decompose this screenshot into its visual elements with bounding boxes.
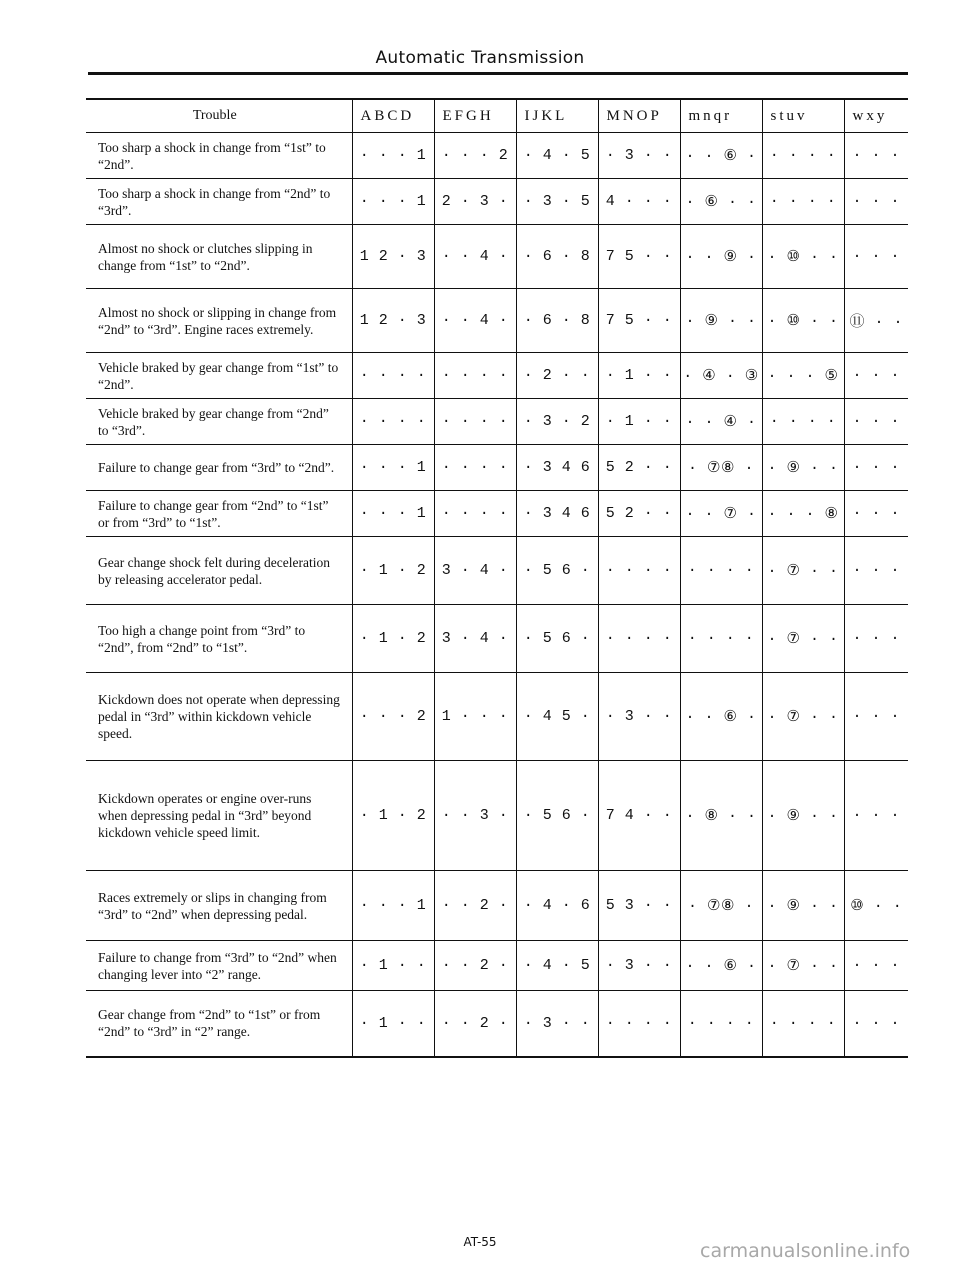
check-sequence-cell: · · · xyxy=(844,605,908,673)
check-sequence-cell: · 4 · 5 xyxy=(516,133,598,179)
check-sequence-cell: · · · xyxy=(844,991,908,1057)
group-header: mnqr xyxy=(680,99,762,133)
table-body xyxy=(86,133,908,1057)
table-row xyxy=(86,399,908,445)
table-row xyxy=(86,445,908,491)
table-row xyxy=(86,225,908,289)
check-sequence-cell: · · · · xyxy=(598,605,680,673)
check-sequence-cell: · · · 1 xyxy=(352,133,434,179)
check-sequence-cell: · · · xyxy=(844,445,908,491)
check-sequence-cell: · 3 · · xyxy=(598,941,680,991)
check-sequence-cell: · · · · xyxy=(762,133,844,179)
check-sequence-cell: · · 2 · xyxy=(434,991,516,1057)
check-sequence-cell: 1 2 · 3 xyxy=(352,289,434,353)
trouble-description: Almost no shock or clutches slipping in change from “1st” to “2nd”. xyxy=(86,225,352,289)
check-sequence-cell: · · · · xyxy=(762,399,844,445)
check-sequence-cell: · · · · xyxy=(762,179,844,225)
trouble-diagnosis-table xyxy=(86,98,908,1058)
check-sequence-cell: · 1 · 2 xyxy=(352,605,434,673)
check-sequence-cell: · · 2 · xyxy=(434,871,516,941)
trouble-description: Gear change from “2nd” to “1st” or from “2nd” to “3rd” in “2” range. xyxy=(86,991,352,1057)
check-sequence-cell: · · ⑥ · xyxy=(680,133,762,179)
check-sequence-cell: · · ⑥ · xyxy=(680,673,762,761)
table-row xyxy=(86,491,908,537)
trouble-description: Gear change shock felt during deceleration by releasing accelerator pedal. xyxy=(86,537,352,605)
check-sequence-cell: · 1 · 2 xyxy=(352,537,434,605)
trouble-description: Kickdown operates or engine over-runs when depressing pedal in “3rd” beyond kickdown vehicle speed limit. xyxy=(86,761,352,871)
check-sequence-cell: · 5 6 · xyxy=(516,605,598,673)
check-sequence-cell: · · 3 · xyxy=(434,761,516,871)
check-sequence-cell: · · · xyxy=(844,353,908,399)
check-sequence-cell: · 5 6 · xyxy=(516,761,598,871)
check-sequence-cell: · · · xyxy=(844,179,908,225)
table-row xyxy=(86,605,908,673)
check-sequence-cell: · · · xyxy=(844,491,908,537)
check-sequence-cell: · ⑨ · · xyxy=(762,445,844,491)
check-sequence-cell: 4 · · · xyxy=(598,179,680,225)
check-sequence-cell: · · · · xyxy=(762,991,844,1057)
check-sequence-cell: · 1 · · xyxy=(352,991,434,1057)
check-sequence-cell: · · · 1 xyxy=(352,491,434,537)
check-sequence-cell: · ⑨ · · xyxy=(762,761,844,871)
table-row xyxy=(86,537,908,605)
check-sequence-cell: · · · xyxy=(844,941,908,991)
check-sequence-cell: · · · · xyxy=(680,537,762,605)
check-sequence-cell: · 4 · 6 xyxy=(516,871,598,941)
table-header-row xyxy=(86,99,908,133)
check-sequence-cell: 7 4 · · xyxy=(598,761,680,871)
check-sequence-cell: · · · · xyxy=(352,399,434,445)
trouble-column-header: Trouble xyxy=(86,99,352,133)
table-row xyxy=(86,941,908,991)
check-sequence-cell: · 1 · · xyxy=(352,941,434,991)
check-sequence-cell: · · · 1 xyxy=(352,179,434,225)
trouble-description: Vehicle braked by gear change from “1st” to “2nd”. xyxy=(86,353,352,399)
check-sequence-cell: · · · · xyxy=(434,445,516,491)
check-sequence-cell: · 2 · · xyxy=(516,353,598,399)
check-sequence-cell: · ⑨ · · xyxy=(680,289,762,353)
check-sequence-cell: 5 3 · · xyxy=(598,871,680,941)
table-row xyxy=(86,179,908,225)
check-sequence-cell: · ⑧ · · xyxy=(680,761,762,871)
trouble-description: Too sharp a shock in change from “2nd” to “3rd”. xyxy=(86,179,352,225)
check-sequence-cell: · · · · xyxy=(680,991,762,1057)
check-sequence-cell: ⑩ · · xyxy=(844,871,908,941)
trouble-description: Kickdown does not operate when depressing pedal in “3rd” within kickdown vehicle speed. xyxy=(86,673,352,761)
page-number: AT-55 xyxy=(463,1235,497,1249)
check-sequence-cell: · ⑩ · · xyxy=(762,225,844,289)
check-sequence-cell: 5 2 · · xyxy=(598,491,680,537)
check-sequence-cell: · · · · xyxy=(680,605,762,673)
check-sequence-cell: · ⑦ · · xyxy=(762,537,844,605)
check-sequence-cell: · · 4 · xyxy=(434,289,516,353)
table-row xyxy=(86,761,908,871)
check-sequence-cell: · · · 1 xyxy=(352,445,434,491)
check-sequence-cell: · · · xyxy=(844,225,908,289)
page-title: Automatic Transmission xyxy=(375,48,585,68)
group-header: stuv xyxy=(762,99,844,133)
table-row xyxy=(86,133,908,179)
trouble-description: Failure to change gear from “3rd” to “2nd”. xyxy=(86,445,352,491)
check-sequence-cell: · · · 2 xyxy=(434,133,516,179)
table-row xyxy=(86,353,908,399)
check-sequence-cell: · · · xyxy=(844,537,908,605)
group-header: MNOP xyxy=(598,99,680,133)
check-sequence-cell: · 1 · · xyxy=(598,353,680,399)
trouble-description: Almost no shock or slipping in change from “2nd” to “3rd”. Engine races extremely. xyxy=(86,289,352,353)
trouble-description: Failure to change from “3rd” to “2nd” when changing lever into “2” range. xyxy=(86,941,352,991)
check-sequence-cell: · · · ⑧ xyxy=(762,491,844,537)
trouble-description: Too sharp a shock in change from “1st” to “2nd”. xyxy=(86,133,352,179)
check-sequence-cell: 1 2 · 3 xyxy=(352,225,434,289)
title-rule xyxy=(88,72,908,75)
check-sequence-cell: · ⑦⑧ · xyxy=(680,445,762,491)
check-sequence-cell: · · ⑥ · xyxy=(680,941,762,991)
check-sequence-cell: · · · · xyxy=(434,399,516,445)
group-header: IJKL xyxy=(516,99,598,133)
check-sequence-cell: · · 4 · xyxy=(434,225,516,289)
check-sequence-cell: · ④ · ③ xyxy=(680,353,762,399)
check-sequence-cell: · 3 · 5 xyxy=(516,179,598,225)
check-sequence-cell: 3 · 4 · xyxy=(434,605,516,673)
check-sequence-cell: · ⑦ · · xyxy=(762,673,844,761)
check-sequence-cell: · 3 · · xyxy=(598,133,680,179)
check-sequence-cell: · · · ⑤ xyxy=(762,353,844,399)
check-sequence-cell: 7 5 · · xyxy=(598,225,680,289)
group-header: ABCD xyxy=(352,99,434,133)
check-sequence-cell: · 4 5 · xyxy=(516,673,598,761)
check-sequence-cell: 2 · 3 · xyxy=(434,179,516,225)
check-sequence-cell: 3 · 4 · xyxy=(434,537,516,605)
check-sequence-cell: · · · · xyxy=(598,991,680,1057)
check-sequence-cell: · ⑦⑧ · xyxy=(680,871,762,941)
group-header: EFGH xyxy=(434,99,516,133)
check-sequence-cell: · · · · xyxy=(434,491,516,537)
check-sequence-cell: · · · · xyxy=(598,537,680,605)
check-sequence-cell: · · · xyxy=(844,761,908,871)
trouble-description: Races extremely or slips in changing from “3rd” to “2nd” when depressing pedal. xyxy=(86,871,352,941)
check-sequence-cell: · 1 · 2 xyxy=(352,761,434,871)
check-sequence-cell: · 3 · · xyxy=(598,673,680,761)
check-sequence-cell: · ⑦ · · xyxy=(762,605,844,673)
check-sequence-cell: · · · 2 xyxy=(352,673,434,761)
table-row xyxy=(86,289,908,353)
table-row xyxy=(86,673,908,761)
check-sequence-cell: · · ④ · xyxy=(680,399,762,445)
check-sequence-cell: 7 5 · · xyxy=(598,289,680,353)
check-sequence-cell: · · · xyxy=(844,133,908,179)
check-sequence-cell: · 4 · 5 xyxy=(516,941,598,991)
check-sequence-cell: · · · xyxy=(844,673,908,761)
trouble-description: Failure to change gear from “2nd” to “1st” or from “3rd” to “1st”. xyxy=(86,491,352,537)
check-sequence-cell: · 6 · 8 xyxy=(516,225,598,289)
check-sequence-cell: · 3 4 6 xyxy=(516,491,598,537)
check-sequence-cell: · · · · xyxy=(434,353,516,399)
check-sequence-cell: · · · 1 xyxy=(352,871,434,941)
check-sequence-cell: 1 · · · xyxy=(434,673,516,761)
trouble-description: Too high a change point from “3rd” to “2nd”, from “2nd” to “1st”. xyxy=(86,605,352,673)
check-sequence-cell: · 3 4 6 xyxy=(516,445,598,491)
group-header: wxy xyxy=(844,99,908,133)
table-row xyxy=(86,991,908,1057)
check-sequence-cell: · 3 · 2 xyxy=(516,399,598,445)
check-sequence-cell: · · ⑦ · xyxy=(680,491,762,537)
watermark: carmanualsonline.info xyxy=(700,1240,911,1262)
trouble-description: Vehicle braked by gear change from “2nd” to “3rd”. xyxy=(86,399,352,445)
check-sequence-cell: 5 2 · · xyxy=(598,445,680,491)
check-sequence-cell: · 5 6 · xyxy=(516,537,598,605)
check-sequence-cell: · ⑥ · · xyxy=(680,179,762,225)
check-sequence-cell: · · · · xyxy=(352,353,434,399)
check-sequence-cell: · 1 · · xyxy=(598,399,680,445)
check-sequence-cell: · · · xyxy=(844,399,908,445)
table-row xyxy=(86,871,908,941)
check-sequence-cell: · · 2 · xyxy=(434,941,516,991)
check-sequence-cell: · ⑨ · · xyxy=(762,871,844,941)
check-sequence-cell: · ⑦ · · xyxy=(762,941,844,991)
check-sequence-cell: · 6 · 8 xyxy=(516,289,598,353)
check-sequence-cell: · · ⑨ · xyxy=(680,225,762,289)
check-sequence-cell: · ⑩ · · xyxy=(762,289,844,353)
check-sequence-cell: ⑪ · · xyxy=(844,289,908,353)
check-sequence-cell: · 3 · · xyxy=(516,991,598,1057)
